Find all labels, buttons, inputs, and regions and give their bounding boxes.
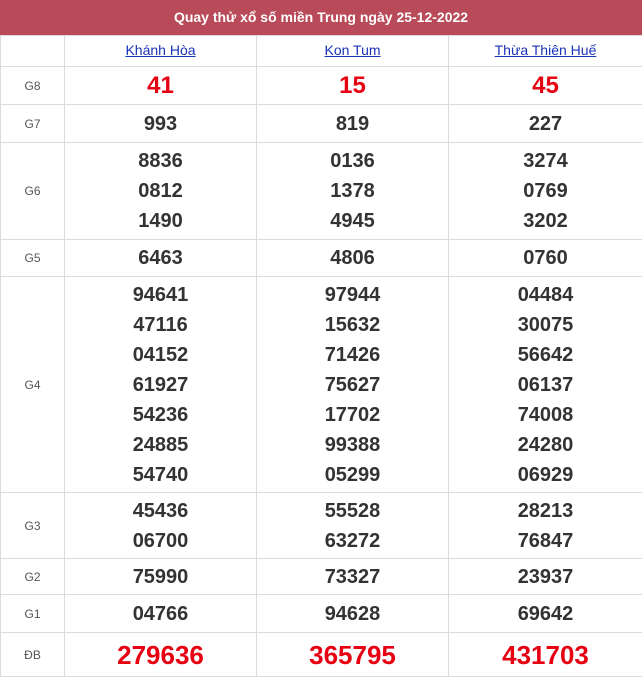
prize-cell — [449, 143, 642, 240]
corner-cell — [1, 36, 65, 67]
prize-number: 69642 — [517, 602, 574, 625]
prize-number: 06929 — [517, 463, 574, 486]
prize-cell — [257, 67, 449, 105]
prize-cell — [449, 240, 642, 277]
prize-cell — [65, 143, 257, 240]
province-link-khanh-hoa[interactable]: Khánh Hòa — [125, 42, 196, 58]
prize-cell — [449, 595, 642, 633]
prize-number: 431703 — [502, 639, 589, 670]
prize-number: 94641 — [132, 283, 189, 306]
prize-cell — [65, 633, 257, 677]
prize-number: 24280 — [517, 433, 574, 456]
prize-cell — [449, 277, 642, 493]
prize-number: 28213 — [517, 499, 574, 522]
prize-cell — [65, 277, 257, 493]
prize-number: 94628 — [324, 602, 381, 625]
province-cell — [65, 36, 257, 67]
prize-row-g5 — [1, 240, 642, 277]
prize-number: 4945 — [330, 210, 375, 232]
prize-number: 76847 — [517, 529, 574, 552]
prize-number: 993 — [143, 112, 178, 135]
prize-number: 227 — [528, 112, 563, 135]
prize-number: 30075 — [517, 313, 574, 336]
prize-row-g7 — [1, 105, 642, 143]
prize-number: 04484 — [517, 283, 574, 306]
prize-cell — [65, 67, 257, 105]
prize-number: 04152 — [132, 343, 189, 366]
prize-number: 1378 — [330, 180, 375, 202]
results-table — [0, 35, 642, 677]
prize-cell — [449, 633, 642, 677]
prize-cell — [257, 559, 449, 595]
prize-cell — [257, 240, 449, 277]
prize-label: G6 — [1, 143, 65, 240]
prize-cell — [257, 493, 449, 559]
prize-number: 0812 — [138, 180, 183, 202]
prize-number: 6463 — [138, 247, 183, 269]
prize-number: 75627 — [324, 373, 381, 396]
prize-label: G4 — [1, 277, 65, 493]
prize-number: 75990 — [132, 565, 189, 588]
prize-number: 45 — [532, 71, 559, 99]
prize-row-g2 — [1, 559, 642, 595]
prize-cell — [257, 277, 449, 493]
prize-number: 54740 — [132, 463, 189, 486]
province-cell — [257, 36, 449, 67]
prize-row-g1 — [1, 595, 642, 633]
prize-cell — [449, 559, 642, 595]
prize-cell — [257, 633, 449, 677]
prize-cell — [449, 493, 642, 559]
province-header-row — [1, 36, 642, 67]
prize-number: 04766 — [132, 602, 189, 625]
prize-row-g4 — [1, 277, 642, 493]
prize-number: 8836 — [138, 150, 183, 172]
prize-number: 41 — [147, 71, 174, 99]
prize-row-g6 — [1, 143, 642, 240]
prize-label: G2 — [1, 559, 65, 595]
prize-label: ĐB — [1, 633, 65, 677]
prize-cell — [65, 595, 257, 633]
prize-number: 73327 — [324, 565, 381, 588]
prize-number: 71426 — [324, 343, 381, 366]
prize-cell — [65, 493, 257, 559]
prize-number: 3274 — [523, 150, 568, 172]
page-title: Quay thử xổ số miền Trung ngày 25-12-2022 — [0, 0, 642, 35]
prize-number: 97944 — [324, 283, 381, 306]
prize-label: G3 — [1, 493, 65, 559]
prize-number: 63272 — [324, 529, 381, 552]
prize-number: 0760 — [523, 247, 568, 269]
prize-number: 55528 — [324, 499, 381, 522]
prize-number: 74008 — [517, 403, 574, 426]
prize-number: 3202 — [523, 210, 568, 232]
prize-number: 47116 — [133, 313, 188, 336]
prize-number: 23937 — [517, 565, 574, 588]
prize-row-db — [1, 633, 642, 677]
prize-number: 99388 — [324, 433, 381, 456]
prize-number: 56642 — [517, 343, 574, 366]
prize-number: 4806 — [330, 247, 375, 269]
prize-number: 0769 — [523, 180, 568, 202]
prize-cell — [65, 240, 257, 277]
prize-label: G1 — [1, 595, 65, 633]
prize-cell — [257, 595, 449, 633]
prize-number: 61927 — [132, 373, 189, 396]
prize-cell — [449, 105, 642, 143]
prize-number: 06137 — [517, 373, 574, 396]
prize-number: 0136 — [330, 150, 375, 172]
prize-cell — [65, 105, 257, 143]
province-cell — [449, 36, 642, 67]
prize-label: G5 — [1, 240, 65, 277]
prize-row-g3 — [1, 493, 642, 559]
prize-cell — [257, 105, 449, 143]
prize-number: 54236 — [132, 403, 189, 426]
prize-number: 365795 — [309, 639, 396, 670]
prize-number: 1490 — [138, 210, 183, 232]
prize-number: 05299 — [324, 463, 381, 486]
prize-cell — [65, 559, 257, 595]
prize-cell — [257, 143, 449, 240]
province-link-thua-thien-hue[interactable]: Thừa Thiên Huế — [494, 42, 597, 58]
prize-number: 15632 — [324, 313, 381, 336]
prize-cell — [449, 67, 642, 105]
prize-number: 45436 — [132, 499, 189, 522]
prize-label: G8 — [1, 67, 65, 105]
prize-number: 24885 — [132, 433, 189, 456]
prize-row-g8 — [1, 67, 642, 105]
prize-number: 15 — [339, 71, 366, 99]
prize-number: 17702 — [324, 403, 381, 426]
prize-label: G7 — [1, 105, 65, 143]
province-link-kon-tum[interactable]: Kon Tum — [324, 42, 381, 58]
prize-number: 279636 — [117, 639, 204, 670]
prize-number: 819 — [335, 112, 370, 135]
prize-number: 06700 — [132, 529, 189, 552]
